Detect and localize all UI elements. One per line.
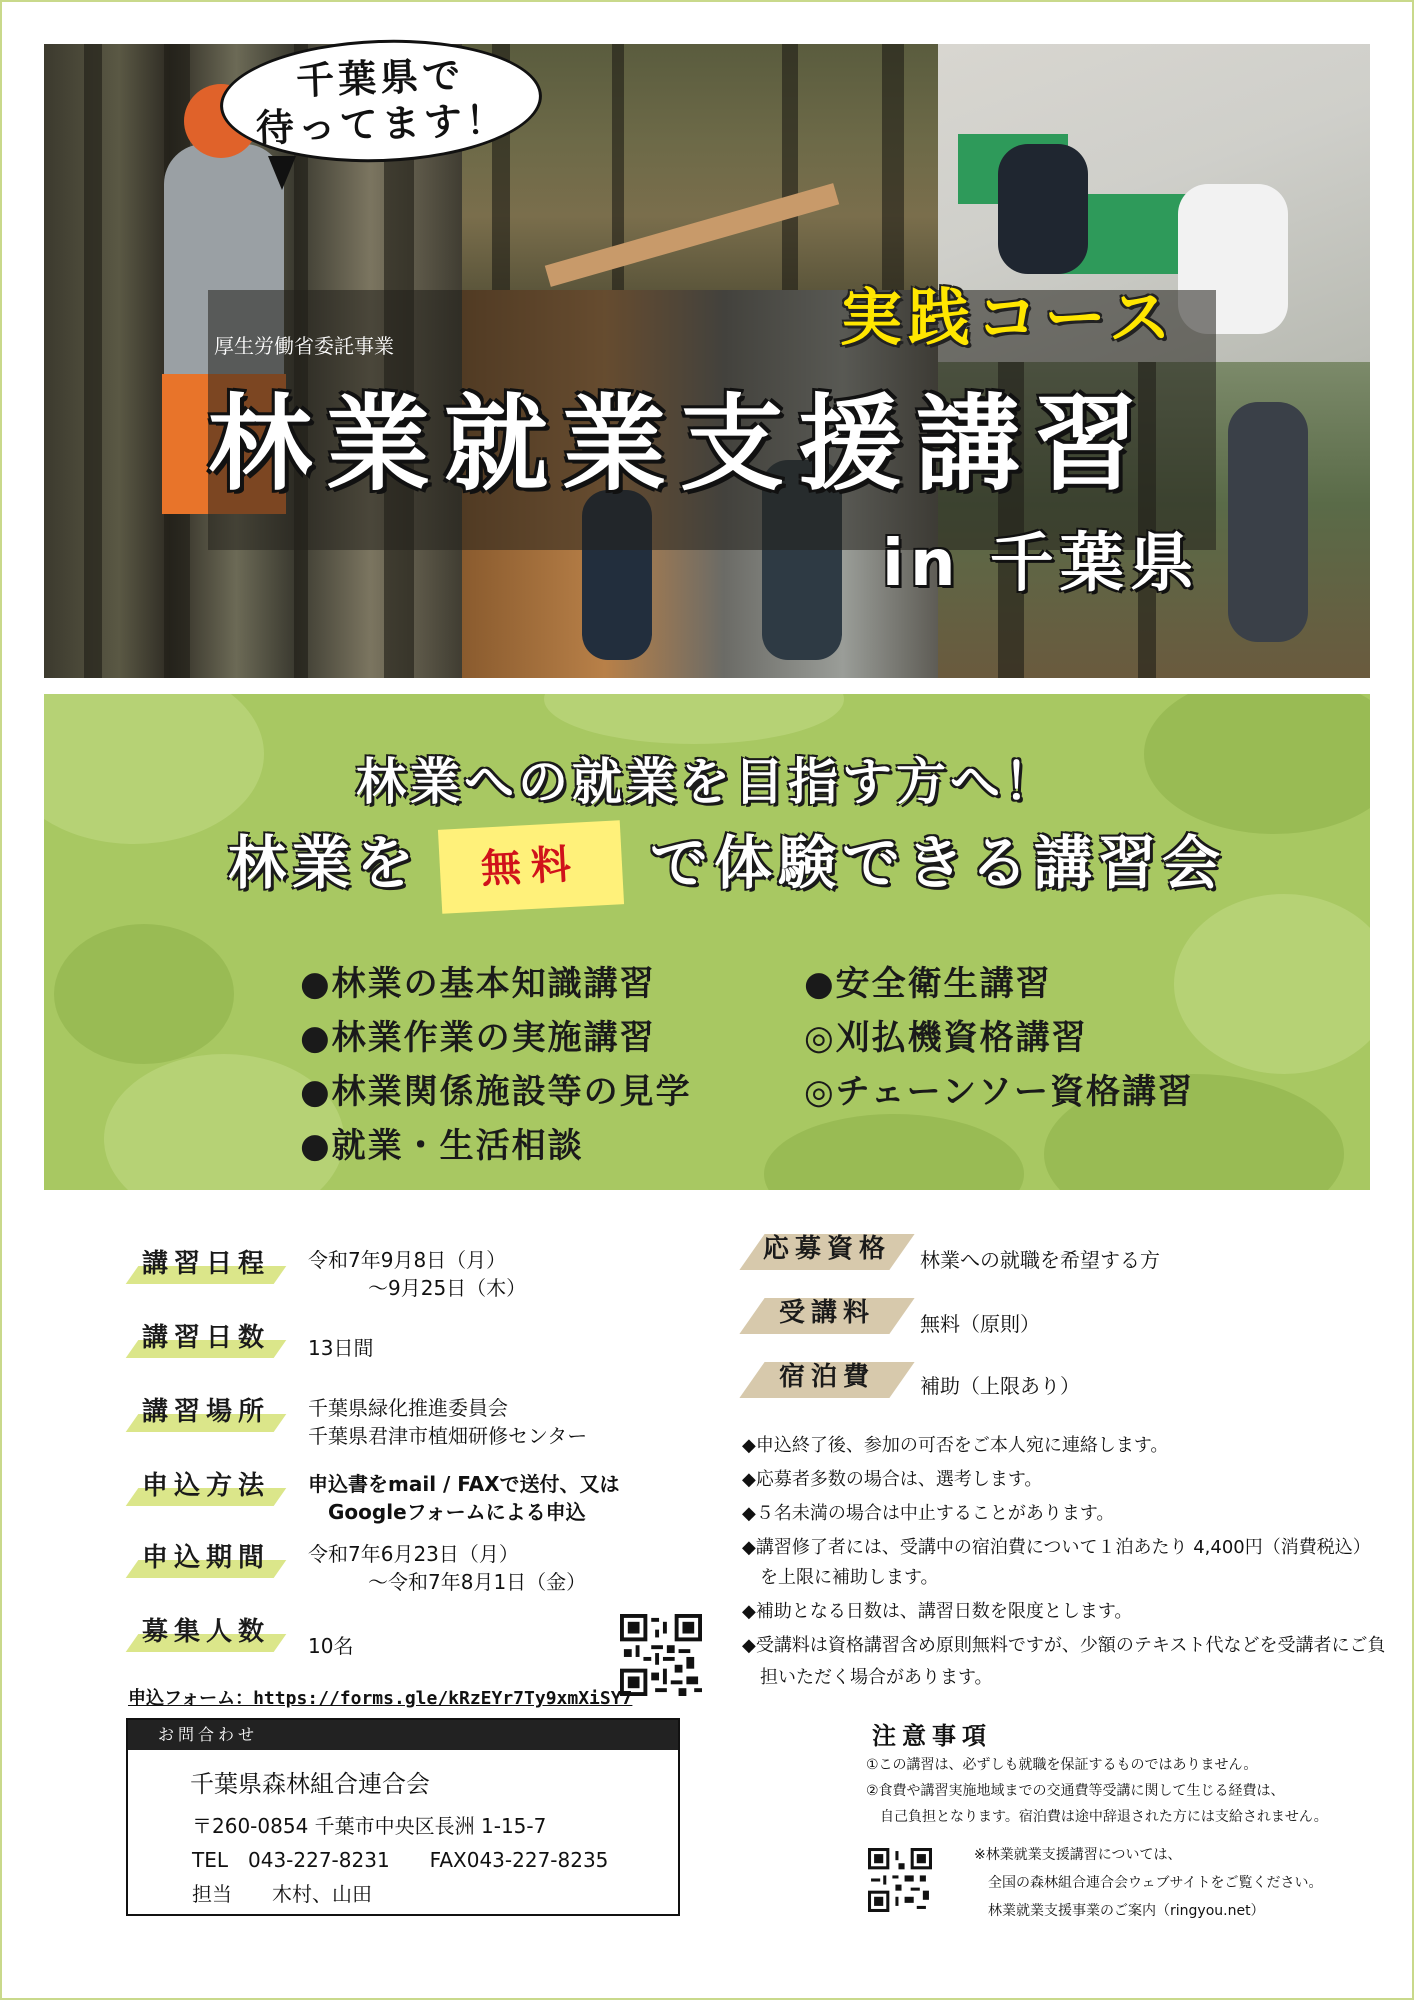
feature-item: ●安全衛生講習 — [804, 964, 1052, 1004]
note-item: ◆講習修了者には、受講中の宿泊費について１泊あたり 4,400円（消費税込） — [742, 1537, 1371, 1558]
info-label-fee: 受講料 — [752, 1294, 902, 1334]
feature-item: ●就業・生活相談 — [300, 1126, 584, 1166]
info-value-capacity: 10名 — [308, 1634, 354, 1658]
info-label-capacity: 募集人数 — [132, 1610, 280, 1654]
caution-item: ②食費や講習実施地域までの交通費等受講に関して生じる経費は、 — [866, 1783, 1285, 1799]
note-item: を上限に補助します。 — [742, 1567, 939, 1588]
info-value-method: 申込書をmail / FAXで送付、又は Googleフォームによる申込 — [308, 1472, 620, 1524]
info-label-period: 申込期間 — [132, 1536, 280, 1580]
contact-heading: お問合わせ — [128, 1720, 678, 1750]
speech-bubble: 千葉県で 待ってます！ — [218, 34, 544, 167]
contact-phone-fax: TEL 043-227-8231 FAX043-227-8235 — [192, 1848, 609, 1872]
info-label-venue: 講習場所 — [132, 1390, 280, 1434]
info-value-eligibility: 林業への就職を希望する方 — [920, 1248, 1160, 1272]
subsidy-label: 厚生労働省委託事業 — [214, 334, 394, 358]
note-item: ◆応募者多数の場合は、選考します。 — [742, 1469, 1043, 1490]
lead-line-1: 林業への就業を目指す方へ！ — [356, 753, 1058, 811]
contact-box — [126, 1718, 680, 1916]
feature-item: ●林業関係施設等の見学 — [300, 1072, 692, 1112]
info-label-method: 申込方法 — [132, 1464, 280, 1508]
caution-item: ①この講習は、必ずしも就職を保証するものではありません。 — [866, 1757, 1258, 1773]
feature-item: ◎チェーンソー資格講習 — [804, 1072, 1194, 1112]
info-value-days: 13日間 — [308, 1336, 374, 1360]
info-value-period: 令和7年6月23日（月） ～令和7年8月1日（金） — [308, 1542, 587, 1594]
reference-note: 全国の森林組合連合会ウェブサイトをご覧ください。 — [974, 1875, 1323, 1891]
info-value-lodging: 補助（上限あり） — [920, 1374, 1080, 1398]
reference-link[interactable]: 林業就業支援事業のご案内（ringyou.net） — [974, 1903, 1265, 1919]
contact-staff: 担当 木村、山田 — [192, 1882, 372, 1906]
note-item: ◆受講料は資格講習含め原則無料ですが、少額のテキスト代などを受講者にご負 — [742, 1635, 1386, 1656]
note-item: 担いただく場合があります。 — [742, 1667, 993, 1688]
contact-address: 〒260-0854 千葉市中央区長洲 1-15-7 — [192, 1814, 547, 1838]
application-form-link[interactable]: 申込フォーム：https://forms.gle/kRzEYr7Ty9xmXiSY7 — [128, 1688, 633, 1709]
info-label-schedule: 講習日程 — [132, 1242, 280, 1286]
free-badge: 無料 — [438, 820, 624, 913]
page-title: 林業就業支援講習 — [208, 383, 1153, 505]
reference-note: ※林業就業支援講習については、 — [974, 1847, 1182, 1863]
caution-title: 注意事項 — [872, 1722, 992, 1750]
info-label-lodging: 宿泊費 — [752, 1358, 902, 1398]
lead-line-2: 林業を 無料 で体験できる講習会 — [228, 816, 1226, 909]
feature-item: ●林業の基本知識講習 — [300, 964, 656, 1004]
feature-item: ◎刈払機資格講習 — [804, 1018, 1088, 1058]
info-value-venue: 千葉県緑化推進委員会 千葉県君津市植畑研修センター — [308, 1396, 588, 1448]
website-qr-code[interactable] — [868, 1848, 932, 1912]
course-name: 実践コース — [840, 281, 1177, 354]
note-item: ◆５名未満の場合は中止することがあります。 — [742, 1503, 1115, 1524]
location-subtitle: in 千葉県 — [882, 527, 1200, 601]
features-section — [44, 694, 1370, 1190]
info-label-eligibility: 応募資格 — [752, 1230, 902, 1270]
info-value-fee: 無料（原則） — [920, 1312, 1040, 1336]
info-value-schedule: 令和7年9月8日（月） ～9月25日（木） — [308, 1248, 527, 1300]
contact-org: 千葉県森林組合連合会 — [190, 1770, 430, 1798]
feature-item: ●林業作業の実施講習 — [300, 1018, 656, 1058]
speech-bubble-tail — [268, 156, 296, 190]
caution-item: 自己負担となります。宿泊費は途中辞退された方には支給されません。 — [866, 1809, 1328, 1825]
info-label-days: 講習日数 — [132, 1316, 280, 1360]
note-item: ◆補助となる日数は、講習日数を限度とします。 — [742, 1601, 1133, 1622]
note-item: ◆申込終了後、参加の可否をご本人宛に連絡します。 — [742, 1435, 1169, 1456]
